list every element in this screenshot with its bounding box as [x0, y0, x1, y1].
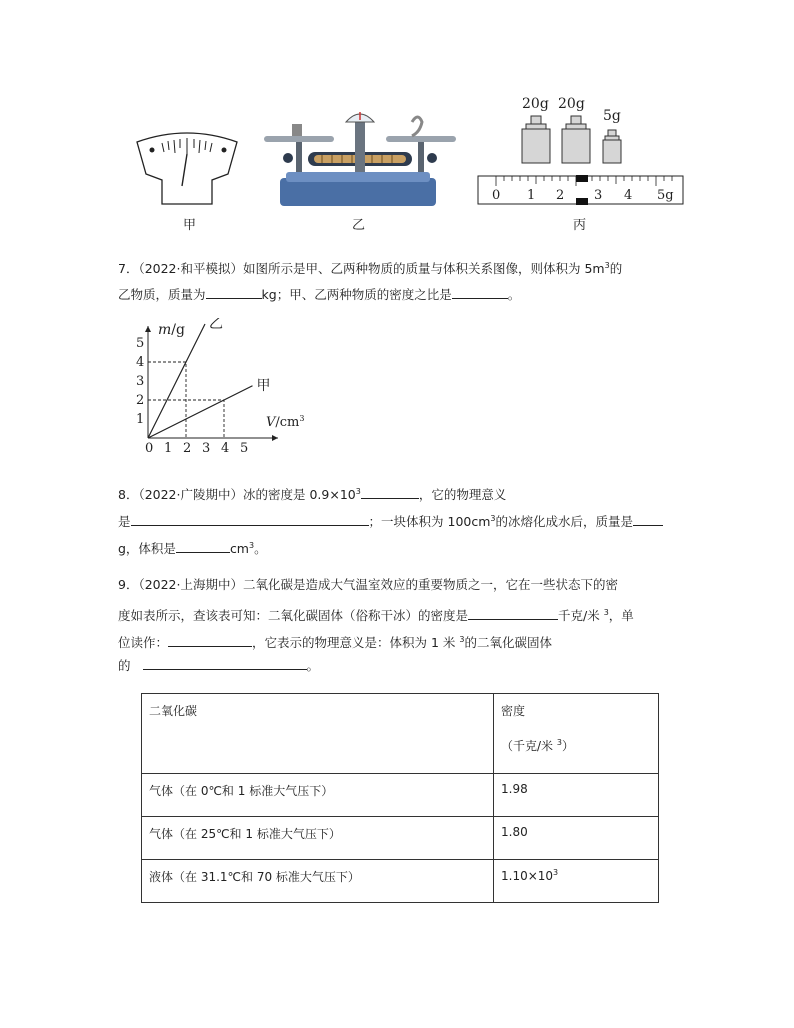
q8-line3-c: 。	[254, 541, 267, 557]
table-value-text: 1.10×10	[501, 869, 554, 883]
q7-line-2	[118, 285, 520, 304]
weight-label-1: 20g	[522, 96, 549, 112]
x-tick-label: 3	[202, 441, 211, 456]
table-cell-state: 气体（在 25℃和 1 标准大气压下）	[142, 817, 494, 860]
q8-answer-blank-volume[interactable]	[176, 539, 230, 553]
q7-line2-a: 乙物质，质量为	[118, 287, 206, 302]
q8-line2-c: 的冰熔化成水后，质量是	[495, 514, 634, 530]
q9-line-2	[118, 604, 634, 625]
x-tick-label: 2	[183, 441, 192, 456]
ruler-tick-4: 4	[624, 188, 633, 203]
table-cell-value	[494, 860, 659, 903]
q9-line-3	[118, 631, 552, 652]
q9-line-4	[118, 656, 319, 675]
q9-answer-blank-density[interactable]	[468, 606, 558, 620]
series-line	[148, 386, 253, 438]
x-axis-arrow	[272, 435, 278, 441]
ruler-tick-5: 5g	[657, 188, 674, 203]
y-tick-label: 4	[136, 355, 145, 370]
table-header-unit-a: （千克/米	[501, 739, 557, 753]
q8-answer-blank-meaning[interactable]	[131, 512, 369, 526]
y-axis-arrow	[145, 326, 151, 332]
q7-text-1: 如图所示是甲、乙两种物质的质量与体积关系图像，则体积为 5m	[243, 261, 605, 277]
x-tick-label: 4	[221, 441, 230, 456]
q9-line2-a: 度如表所示，查该表可知：二氧化碳固体（俗称干冰）的密度是	[118, 608, 469, 624]
balance-figure	[262, 108, 458, 208]
y-tick-label: 2	[136, 393, 145, 408]
x-axis-label: $V/cm^3$	[266, 414, 305, 430]
q8-line-3	[118, 537, 267, 558]
q9-answer-blank-reading[interactable]	[168, 633, 252, 647]
q7-answer-blank-ratio[interactable]	[452, 285, 508, 299]
q8-sup-1: 3	[355, 487, 361, 496]
q7-text-2: 的	[609, 261, 623, 277]
q9-line4-a: 的	[118, 658, 131, 673]
ruler-tick-3: 3	[594, 188, 603, 203]
table-cell-state: 气体（在 0℃和 1 标准大气压下）	[142, 774, 494, 817]
table-header-row	[142, 694, 659, 774]
weights-ruler-figure	[476, 112, 686, 208]
table-row	[142, 860, 659, 903]
table-header-unit-b: ）	[561, 739, 574, 753]
q9-number: 9．	[118, 577, 139, 592]
q9-answer-blank-meaning[interactable]	[143, 656, 307, 670]
q9-line3-a: 位读作：	[118, 635, 169, 651]
q7-line2-b: kg；甲、乙两种物质的密度之比是	[261, 287, 452, 302]
weight-label-3: 5g	[603, 108, 621, 124]
table-header-substance: 二氧化碳	[142, 694, 494, 774]
q8-line2-b: ；一块体积为 100cm	[368, 514, 491, 530]
x-tick-label: 1	[164, 441, 173, 456]
series-label: 乙	[209, 318, 223, 332]
q7-source: （2022·和平模拟）	[138, 261, 243, 277]
table-header-density-label: 密度	[501, 704, 526, 718]
table-header-unit-sup: 3	[556, 738, 562, 747]
q8-answer-blank-unit[interactable]	[361, 485, 419, 499]
q7-answer-blank-mass[interactable]	[206, 285, 262, 299]
ruler-tick-2: 2	[556, 188, 565, 203]
q9-sup-1: 3	[603, 608, 609, 617]
q9-line-1	[118, 576, 618, 594]
q9-line2-c: ，单	[608, 608, 634, 624]
table-cell-value	[494, 817, 659, 860]
q8-sup-3: 3	[249, 541, 255, 550]
table-header-density-unit	[501, 737, 651, 754]
y-tick-label: 5	[136, 336, 145, 351]
q8-line2-a: 是	[118, 514, 131, 530]
q8-line-1	[118, 483, 506, 504]
q8-text-1: 冰的密度是 0.9×10	[243, 487, 356, 503]
y-tick-label: 3	[136, 374, 145, 389]
series-line	[148, 324, 205, 438]
q7-line-1	[118, 257, 622, 278]
q8-line-2	[118, 510, 663, 531]
y-tick-label: 1	[136, 412, 145, 427]
y-axis-label: m/g	[158, 322, 185, 338]
mass-volume-chart	[120, 318, 320, 458]
q8-answer-blank-mass[interactable]	[633, 512, 663, 526]
q9-line3-b: ，它表示的物理意义是：体积为 1 米	[252, 635, 460, 651]
figure-caption-yi: 乙	[352, 218, 366, 233]
q8-text-2: ，它的物理意义	[418, 487, 507, 503]
ruler-tick-0: 0	[492, 188, 501, 203]
q8-sup-2: 3	[490, 514, 496, 523]
co2-density-table	[141, 693, 659, 903]
x-tick-label: 5	[240, 441, 249, 456]
q8-number: 8．	[118, 487, 139, 503]
table-cell-value	[494, 774, 659, 817]
q8-line3-a: g，体积是	[118, 541, 176, 557]
q9-source: （2022·上海期中）	[138, 577, 243, 592]
q7-sup: 3	[604, 261, 610, 270]
ruler-tick-1: 1	[527, 188, 536, 203]
series-label: 甲	[256, 377, 271, 394]
q9-sup-2: 3	[459, 635, 465, 644]
q8-line3-b: cm	[229, 541, 249, 557]
table-value-text: 1.80	[501, 825, 528, 839]
table-row	[142, 774, 659, 817]
q9-line3-c: 的二氧化碳固体	[464, 635, 552, 651]
q9-text-1: 二氧化碳是造成大气温室效应的重要物质之一，它在一些状态下的密	[243, 577, 619, 592]
figure-caption-bing: 丙	[573, 218, 587, 233]
figure-caption-jia: 甲	[183, 218, 197, 233]
q7-line2-c: 。	[507, 287, 521, 302]
table-cell-state: 液体（在 31.1℃和 70 标准大气压下）	[142, 860, 494, 903]
q8-source: （2022·广陵期中）	[138, 487, 243, 503]
table-header-density	[494, 694, 659, 774]
table-row	[142, 817, 659, 860]
table-value-sup: 3	[553, 868, 559, 877]
q9-line2-b: 千克/米	[558, 608, 604, 624]
q9-line4-b: 。	[306, 658, 320, 673]
scale-dial-figure	[132, 128, 242, 208]
q7-number: 7．	[118, 261, 139, 277]
table-value-text: 1.98	[501, 782, 528, 796]
weight-label-2: 20g	[558, 96, 585, 112]
x-tick-label: 0	[145, 441, 154, 456]
